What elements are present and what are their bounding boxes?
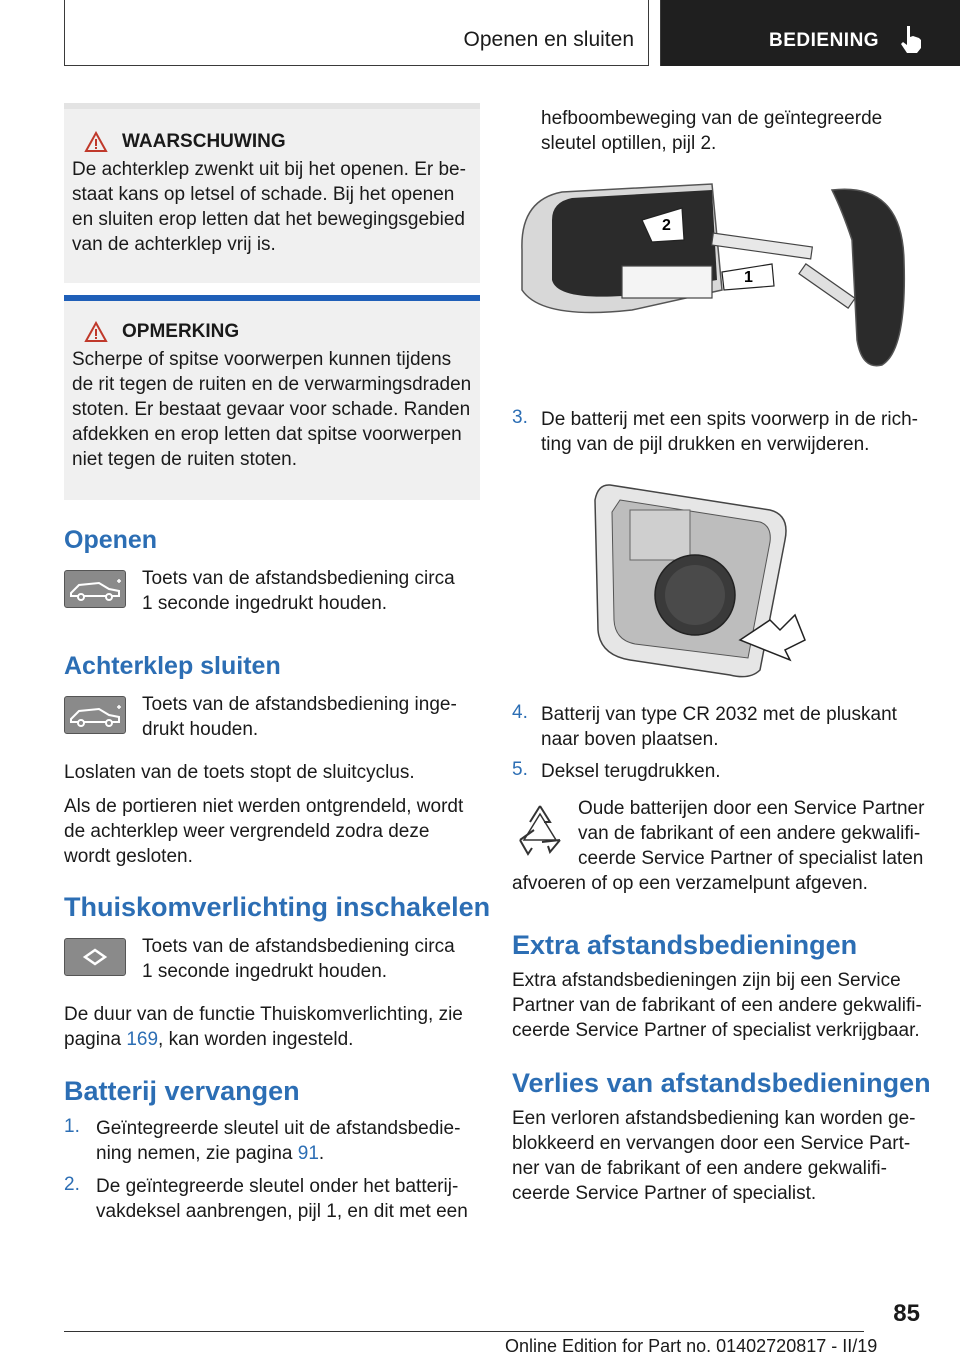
step-line: De batterij met een spits voorwerp in de rich- [541, 409, 918, 430]
warning-line: staat kans op letsel of schade. Bij het openen [72, 184, 455, 205]
achterklep-line: Toets van de afstandsbediening inge- [142, 694, 457, 715]
step-text: ning nemen, zie pagina [96, 1143, 298, 1164]
note-line: de rit tegen de ruiten en de verwarmingsdraden [72, 374, 472, 395]
warning-line: van de achterklep vrij is. [72, 234, 276, 255]
extra-text [512, 968, 922, 1043]
warning-notice [64, 103, 480, 283]
warning-text [64, 153, 480, 257]
step-line: ting van de pijl drukken en verwijderen. [541, 434, 870, 455]
heading-thuiskomverlichting: Thuiskomverlichting inschakelen [64, 892, 491, 922]
recycle-last-line: afvoeren of op een verzamelpunt afgeven. [512, 873, 868, 894]
car-trunk-button-icon [64, 570, 126, 608]
warning-triangle-icon [84, 321, 108, 343]
header-section-box [64, 0, 649, 66]
thuis-line: 1 seconde ingedrukt houden. [142, 961, 388, 982]
step-line: hefboombeweging van de geïntegreerde [541, 108, 883, 129]
step-line: vakdeksel aanbrengen, pijl 1, en dit met een [96, 1201, 468, 1222]
header-chapter-tab[interactable] [660, 0, 960, 66]
achterklep-para2-line: wordt gesloten. [64, 846, 193, 867]
note-line: niet tegen de ruiten stoten. [72, 449, 297, 470]
car-trunk-close-button-icon [64, 696, 126, 734]
verlies-text [512, 1106, 916, 1206]
warning-title-row [84, 131, 480, 153]
verlies-line: ceerde Service Partner of specialist. [512, 1183, 817, 1204]
step-line [96, 1141, 460, 1166]
battery-compartment-figure [590, 480, 810, 680]
step-line: Geïntegreerde sleutel uit de afstandsbedie- [96, 1118, 461, 1139]
note-notice [64, 295, 480, 500]
header-chapter-title: BEDIENING [769, 30, 880, 51]
extra-line: Partner van de fabrikant of een andere gekwalifi- [512, 995, 922, 1016]
step-number: 2. [64, 1174, 80, 1195]
note-bar [64, 295, 480, 301]
note-title: OPMERKING [122, 321, 240, 342]
heading-extra-afstandsbedieningen: Extra afstandsbedieningen [512, 930, 858, 960]
diamond-button-icon [64, 938, 126, 976]
warning-title: WAARSCHUWING [122, 131, 286, 152]
achterklep-line: drukt houden. [142, 719, 259, 740]
step-number: 5. [512, 759, 528, 780]
thuis-para-text: pagina [64, 1029, 127, 1050]
recycle-line: ceerde Service Partner of specialist laten [578, 848, 924, 869]
page-number: 85 [893, 1300, 920, 1327]
step-number: 3. [512, 407, 528, 428]
verlies-line: Een verloren afstandsbediening kan worden ge- [512, 1108, 916, 1129]
arrow-label-1: 1 [744, 269, 753, 286]
heading-verlies-afstandsbedieningen: Verlies van afstandsbedieningen [512, 1068, 931, 1098]
thuis-para-line [64, 1027, 463, 1052]
heading-batterij-vervangen: Batterij vervangen [64, 1076, 300, 1106]
note-line: stoten. Er bestaat gevaar voor schade. Randen [72, 399, 471, 420]
step-line: Batterij van type CR 2032 met de pluskant [541, 704, 897, 725]
step-line: sleutel optillen, pijl 2. [541, 133, 717, 154]
step-5-text: Deksel terugdrukken. [541, 761, 721, 782]
key-fob-key-figure [512, 180, 912, 380]
thuis-para [64, 1002, 463, 1052]
achterklep-para2-line: de achterklep weer vergrendeld zodra deze [64, 821, 430, 842]
step-number: 1. [64, 1116, 80, 1137]
note-line: afdekken en erop letten dat spitse voorwerpen [72, 424, 462, 445]
extra-line: Extra afstandsbedieningen zijn bij een Service [512, 970, 901, 991]
achterklep-para2 [64, 794, 463, 869]
header-section-title: Openen en sluiten [463, 28, 634, 51]
openen-line: 1 seconde ingedrukt houden. [142, 593, 388, 614]
page-link-91[interactable]: 91 [297, 1143, 319, 1164]
warning-line: De achterklep zwenkt uit bij het openen. Er be- [72, 159, 466, 180]
heading-openen: Openen [64, 526, 158, 554]
extra-line: ceerde Service Partner of specialist verkrijgbaar. [512, 1020, 920, 1041]
note-line: Scherpe of spitse voorwerpen kunnen tijdens [72, 349, 452, 370]
step-line: naar boven plaatsen. [541, 729, 719, 750]
warning-bar [64, 103, 480, 109]
warning-line: en sluiten erop letten dat het bewegingsgebied [72, 209, 465, 230]
step-text: . [318, 1143, 325, 1164]
thuis-para-line: De duur van de functie Thuiskomverlichting, zie [64, 1004, 463, 1025]
arrow-label-2: 2 [662, 217, 671, 234]
verlies-line: ner van de fabrikant of een andere gekwalifi- [512, 1158, 887, 1179]
recycle-text [578, 796, 924, 871]
achterklep-para2-line: Als de portieren niet werden ontgrendeld, wordt [64, 796, 464, 817]
step-4-text [541, 702, 897, 752]
hand-pointer-icon [897, 24, 925, 54]
thuis-line: Toets van de afstandsbediening circa [142, 936, 455, 957]
openen-text [142, 566, 455, 616]
openen-line: Toets van de afstandsbediening circa [142, 568, 455, 589]
note-text [64, 343, 480, 472]
step-2-continued [541, 106, 882, 156]
thuis-para-text: , kan worden ingesteld. [158, 1029, 354, 1050]
recycle-line: van de fabrikant of een andere gekwalifi- [578, 823, 921, 844]
warning-triangle-icon [84, 131, 108, 153]
achterklep-para1: Loslaten van de toets stopt de sluitcyclus. [64, 762, 415, 783]
arrow-1-icon [722, 264, 774, 290]
note-title-row [84, 321, 480, 343]
step-1-text [96, 1116, 460, 1166]
recycle-line: Oude batterijen door een Service Partner [578, 798, 925, 819]
recycle-icon [512, 800, 568, 856]
step-number: 4. [512, 702, 528, 723]
step-line: De geïntegreerde sleutel onder het batterij- [96, 1176, 459, 1197]
step-2-text [96, 1174, 468, 1224]
step-3-text [541, 407, 918, 457]
heading-achterklep-sluiten: Achterklep sluiten [64, 652, 281, 680]
footer-divider [64, 1331, 864, 1332]
page-link-169[interactable]: 169 [126, 1029, 159, 1050]
footer-edition: Online Edition for Part no. 01402720817 - II/19 [505, 1336, 878, 1356]
verlies-line: blokkeerd en vervangen door een Service Part- [512, 1133, 911, 1154]
thuis-text [142, 934, 455, 984]
achterklep-text [142, 692, 457, 742]
